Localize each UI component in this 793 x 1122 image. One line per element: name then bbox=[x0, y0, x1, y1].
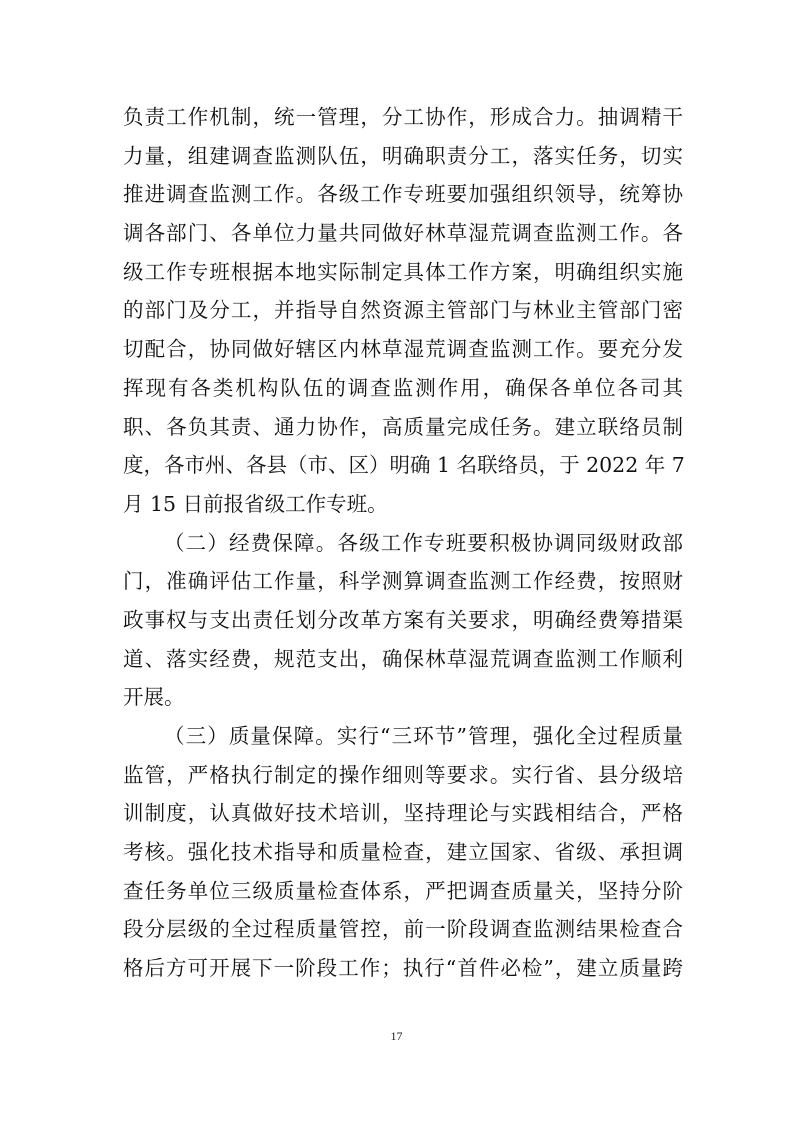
text-line: 负责工作机制，统一管理，分工协作，形成合力。抽调精干 bbox=[123, 105, 683, 129]
text-line: 道、落实经费，规范支出，确保林草湿荒调查监测工作顺利 bbox=[123, 646, 683, 671]
text-line: 级工作专班根据本地实际制定具体工作方案，明确组织实施 bbox=[123, 259, 683, 284]
page-number: 17 bbox=[390, 1029, 403, 1043]
text-line: 力量，组建调查监测队伍，明确职责分工，落实任务，切实 bbox=[123, 143, 683, 168]
text-line: 挥现有各类机构队伍的调查监测作用，确保各单位各司其 bbox=[123, 375, 683, 400]
text-line: 开展。 bbox=[123, 685, 185, 710]
text-line: 查任务单位三级质量检查体系，严把调查质量关，坚持分阶 bbox=[123, 878, 683, 903]
text-line: 段分层级的全过程质量管控，前一阶段调查监测结果检查合 bbox=[123, 917, 683, 942]
text-line: 月 15 日前报省级工作专班。 bbox=[123, 491, 388, 516]
text-line: 考核。强化技术指导和质量检查，建立国家、省级、承担调 bbox=[123, 840, 683, 865]
text-line: 训制度，认真做好技术培训，坚持理论与实践相结合，严格 bbox=[123, 801, 683, 826]
paragraph-3 bbox=[123, 717, 683, 988]
text-line: 政事权与支出责任划分改革方案有关要求，明确经费筹措渠 bbox=[123, 607, 683, 632]
body-text bbox=[123, 98, 683, 988]
text-line: 门，准确评估工作量，科学测算调查监测工作经费，按照财 bbox=[123, 569, 683, 594]
paragraph-1 bbox=[123, 98, 683, 524]
paragraph-2 bbox=[123, 524, 683, 717]
text-line: 的部门及分工，并指导自然资源主管部门与林业主管部门密 bbox=[123, 298, 683, 323]
text-line: 切配合，协同做好辖区内林草湿荒调查监测工作。要充分发 bbox=[123, 337, 683, 362]
text-line: 监管，严格执行制定的操作细则等要求。实行省、县分级培 bbox=[123, 762, 683, 787]
text-line: 格后方可开展下一阶段工作；执行“首件必检”，建立质量跨 bbox=[123, 956, 683, 981]
text-line: （三）质量保障。实行“三环节”管理，强化全过程质量 bbox=[164, 724, 683, 748]
text-line: 度，各市州、各县（市、区）明确 1 名联络员，于 2022 年 7 bbox=[123, 453, 685, 478]
text-line: （二）经费保障。各级工作专班要积极协调同级财政部 bbox=[164, 530, 683, 555]
text-line: 推进调查监测工作。各级工作专班要加强组织领导，统筹协 bbox=[123, 182, 683, 207]
text-line: 调各部门、各单位力量共同做好林草湿荒调查监测工作。各 bbox=[123, 221, 683, 246]
text-line: 职、各负其责、通力协作，高质量完成任务。建立联络员制 bbox=[123, 414, 683, 439]
